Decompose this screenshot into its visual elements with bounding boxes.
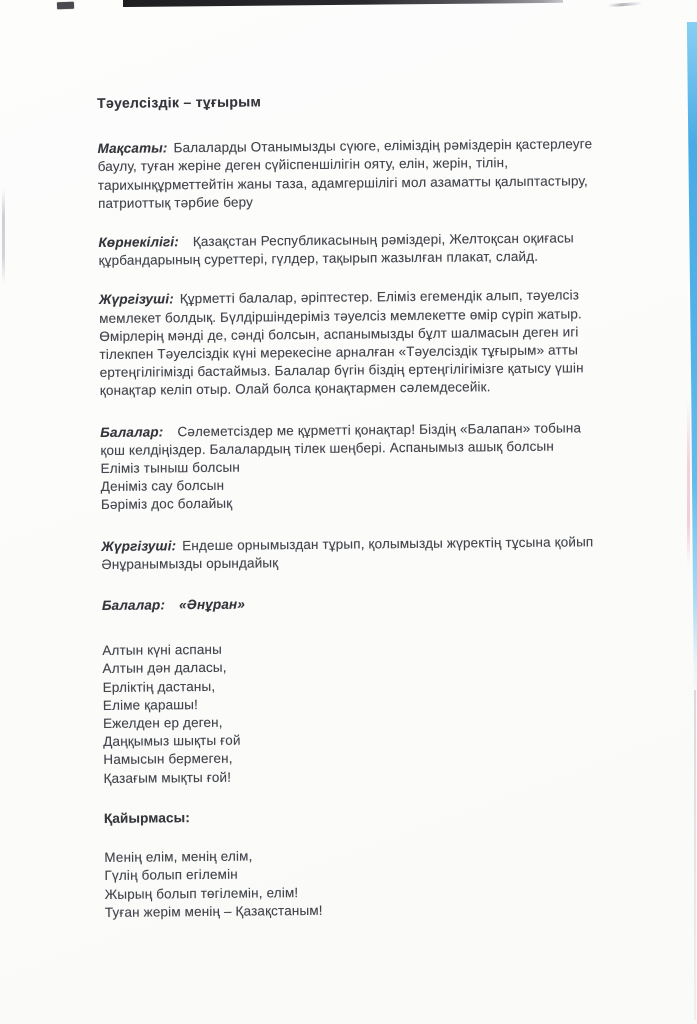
text-line: Бәріміз дос болайық: [100, 496, 233, 513]
anthem-line: Намысын бермеген,: [103, 751, 233, 768]
chorus-label: Қайырмасы:: [103, 810, 191, 826]
section-children-anthem-label: Балалар:: [101, 597, 166, 614]
text-line: ертеңгілігімізді бастаймыз. Балалар бүгін біздің ертеңгілігімізге қатысу үшін: [99, 360, 584, 381]
chorus-line: Жырың болып төгілемін, елім!: [104, 884, 299, 902]
section-visual-aids-text: Қазақстан Республикасының рәміздері, Желтоқсан оқиғасы: [192, 230, 574, 250]
anthem-line: Алтын дән даласы,: [102, 660, 227, 677]
scan-artifact-top-right-dash: [608, 2, 642, 7]
chorus-heading: [104, 804, 664, 828]
text-line: [102, 592, 662, 616]
anthem-line: Еліме қарашы!: [102, 696, 199, 713]
section-goal-text: Балаларды Отанымызды сүюге, еліміздің рәміздерін қастерлеуге: [173, 136, 593, 156]
text-line: Деніміз сау болсын: [100, 478, 225, 495]
section-host-2: [101, 532, 661, 574]
text-line: баулу, туған жеріне деген сүйіспеншілігін ояту, елін, жерін, тілін,: [97, 155, 509, 175]
text-line: құрбандарының суреттері, гүлдер, тақырып жазылған плакат, слайд.: [98, 248, 539, 269]
chorus-line: Гүлің болып егілемін: [104, 866, 238, 884]
section-host-1-label: Жүргізуші:: [98, 291, 174, 308]
scan-artifact-pink-fringe: [687, 400, 690, 565]
section-host-2-label: Жүргізуші:: [101, 537, 177, 554]
section-children-1-text: Сәлеметсіздер ме құрметті қонақтар! Біздің «Балапан» тобына: [177, 420, 582, 439]
section-goal-label: Мақсаты:: [97, 140, 168, 157]
section-host-1: [99, 286, 660, 401]
document-content: [97, 89, 665, 943]
section-visual-aids: [98, 229, 658, 271]
text-line: мемлекет болдық. Бүлдіршіндеріміз тәуелсіз мемлекетте өмір сүріп жатыр.: [99, 305, 582, 326]
section-host-2-text: Ендеше орнымыздан тұрып, қолымызды жүректің тұсына қойып: [182, 533, 594, 553]
text-line: патриоттық тәрбие беру: [97, 194, 254, 211]
anthem-line: Ежелден ер деген,: [102, 714, 223, 732]
text-line: Еліміз тыныш болсын: [100, 459, 240, 477]
text-line: тарихынқұрметтейтін жаны таза, адамгершілігі мол азаматты қалыптастыру,: [97, 172, 588, 193]
text-line: қош келдіңіздер. Балалардың тілек шеңбері. Аспанымыз ашық болсын: [100, 438, 555, 458]
anthem-verse: [102, 637, 663, 788]
section-goal: [97, 135, 658, 213]
anthem-line: Қазағым мықты ғой!: [103, 769, 232, 786]
text-line: тілекпен Тәуелсіздік күні мерекесіне арналған «Тәуелсіздік тұғырым» атты: [99, 342, 579, 363]
text-line: Өмірлерің мәнді де, сәнді болсын, аспанымызды бұлт шалмасын деген игі: [99, 324, 579, 344]
scan-artifact-blue-folder-edge: [686, 22, 697, 702]
page-title: Тәуелсіздік – тұғырым: [97, 93, 262, 111]
scan-artifact-page-edge-line: [694, 690, 696, 1020]
anthem-title: «Әнұран»: [178, 596, 246, 613]
scan-artifact-top-bar: [123, 0, 563, 7]
scan-artifact-top-mark: [57, 2, 74, 10]
section-children-1-label: Балалар:: [100, 424, 164, 440]
section-visual-aids-label: Көрнекілігі:: [98, 234, 179, 251]
section-host-1-text: Құрметті балалар, әріптестер. Еліміз егемендік алып, тәуелсіз: [179, 287, 580, 307]
chorus-line: Туған жерім менің – Қазақстаным!: [104, 902, 323, 920]
anthem-line: Ерліктің дастаны,: [102, 678, 216, 695]
scan-artifact-left-smudge: [2, 188, 5, 284]
section-children-1: [100, 418, 661, 514]
chorus-verse: [104, 844, 665, 922]
text-line: Әнұранымызды орындайық: [101, 555, 279, 572]
section-children-anthem: [102, 592, 662, 616]
anthem-line: Алтын күні аспаны: [102, 642, 223, 659]
anthem-line: Даңқымыз шықты ғой: [103, 732, 241, 750]
text-line: қонақтар келіп отыр. Олай болса қонақтармен сәлемдесейік.: [99, 379, 491, 399]
chorus-line: Менің елім, менің елім,: [104, 848, 253, 866]
